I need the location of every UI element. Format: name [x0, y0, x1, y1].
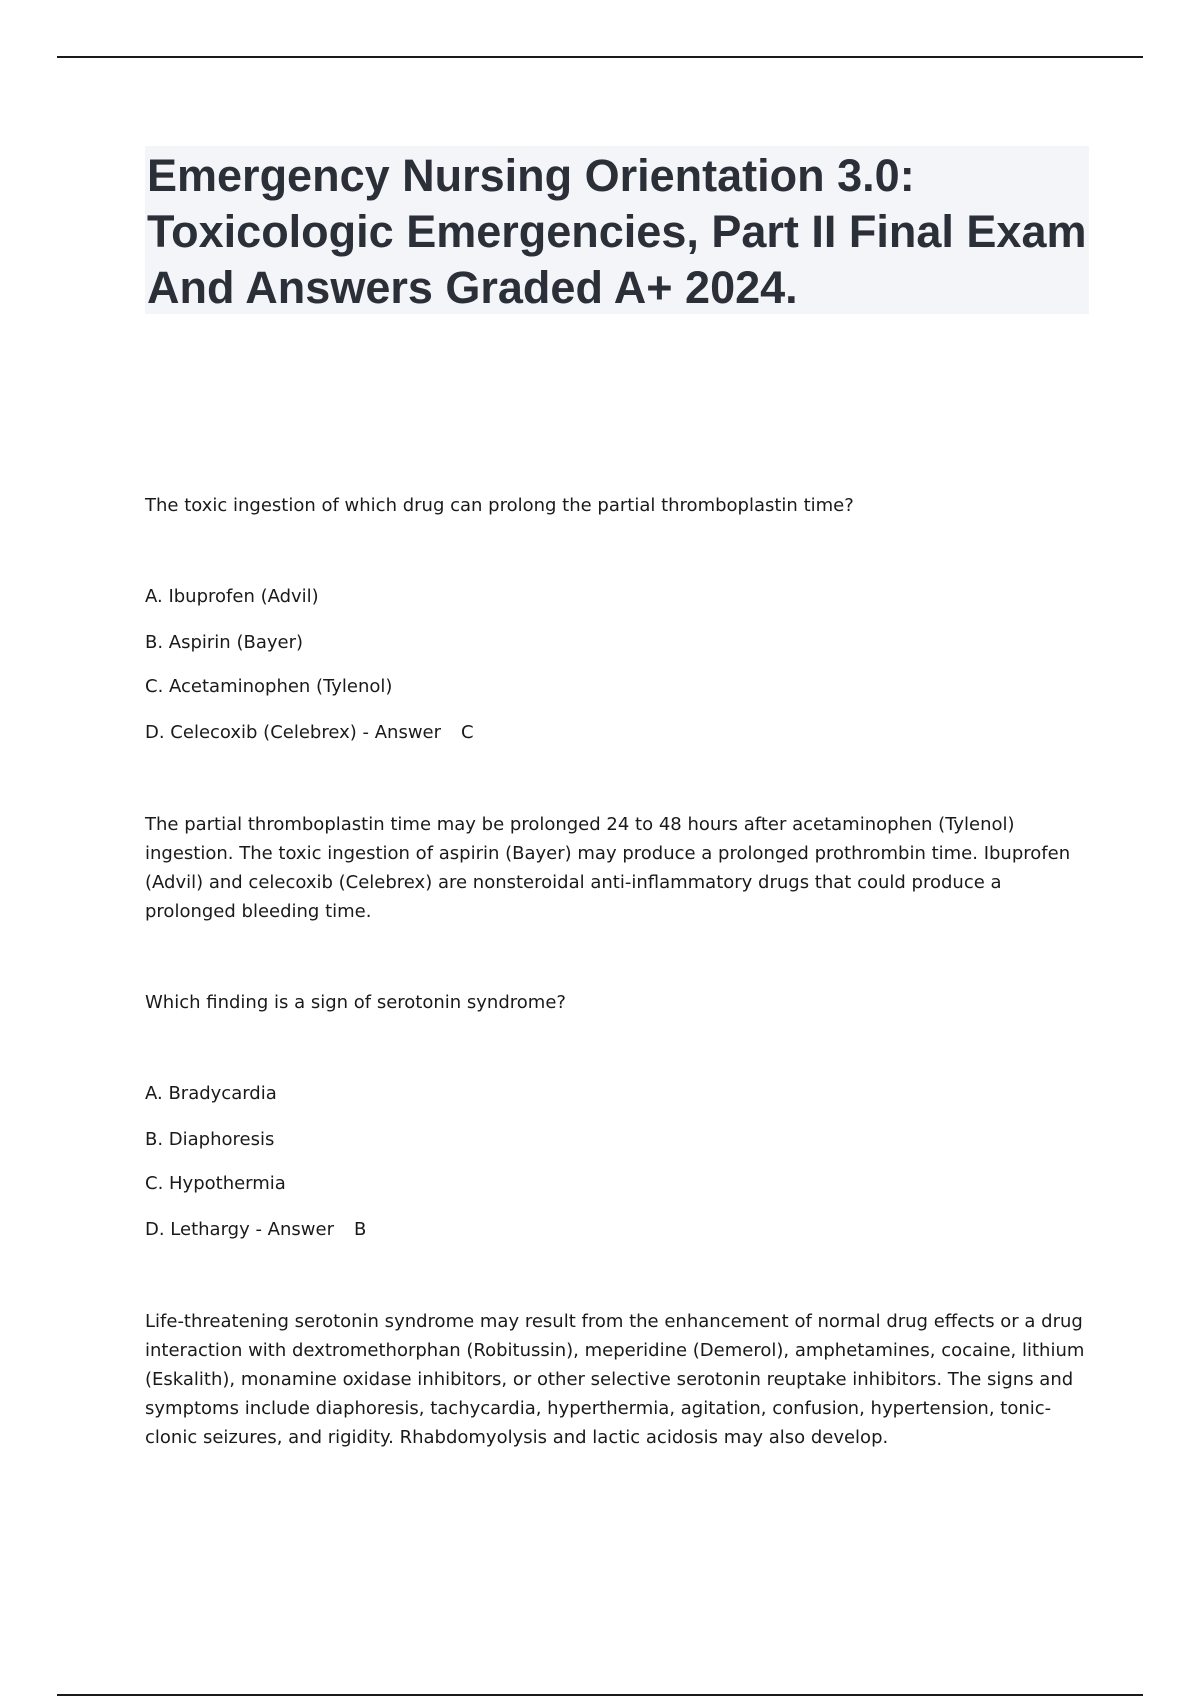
document-title: Emergency Nursing Orientation 3.0: Toxicologic Emergencies, Part II Final Exam And Answers Graded A+ 2024.: [147, 150, 1087, 313]
option-b: B. Diaphoresis: [145, 1129, 275, 1150]
option-d: D. Lethargy - Answer: [145, 1219, 334, 1240]
top-divider: [57, 56, 1143, 58]
answer-letter: B: [353, 1219, 367, 1240]
option-d-answer-line: [145, 1218, 366, 1242]
question-text: Which finding is a sign of serotonin syndrome?: [145, 992, 566, 1013]
option-b: B. Aspirin (Bayer): [145, 632, 303, 653]
option-c: C. Hypothermia: [145, 1173, 286, 1194]
option-d-answer-line: [145, 721, 474, 745]
answer-letter: C: [461, 722, 474, 743]
title-block: [145, 146, 1089, 314]
bottom-divider: [57, 1694, 1143, 1696]
option-a: A. Ibuprofen (Advil): [145, 586, 319, 607]
question-text: The toxic ingestion of which drug can prolong the partial thromboplastin time?: [145, 495, 854, 516]
option-c: C. Acetaminophen (Tylenol): [145, 676, 393, 697]
explanation: Life-threatening serotonin syndrome may result from the enhancement of normal drug effects or a drug interaction with dextromethorphan (Robitussin), meperidine (Demerol), amphetamines, cocaine, lithium (Eskalith), monamine oxidase inhibitors, or other selective serotonin reuptake inhibitors. The signs and symptoms include diaphoresis, tachycardia, hyperthermia, agitation, confusion, hypertension, tonic-clonic seizures, and rigidity. Rhabdomyolysis and lactic acidosis may also develop.: [145, 1311, 1085, 1448]
option-d: D. Celecoxib (Celebrex) - Answer: [145, 722, 442, 743]
explanation: The partial thromboplastin time may be prolonged 24 to 48 hours after acetaminophen (Tylenol) ingestion. The toxic ingestion of aspirin (Bayer) may produce a prolonged prothrombin time. Ibuprofen (Advil) and celecoxib (Celebrex) are nonsteroidal anti-inflammatory drugs that could produce a prolonged bleeding time.: [145, 814, 1071, 922]
option-a: A. Bradycardia: [145, 1083, 277, 1104]
